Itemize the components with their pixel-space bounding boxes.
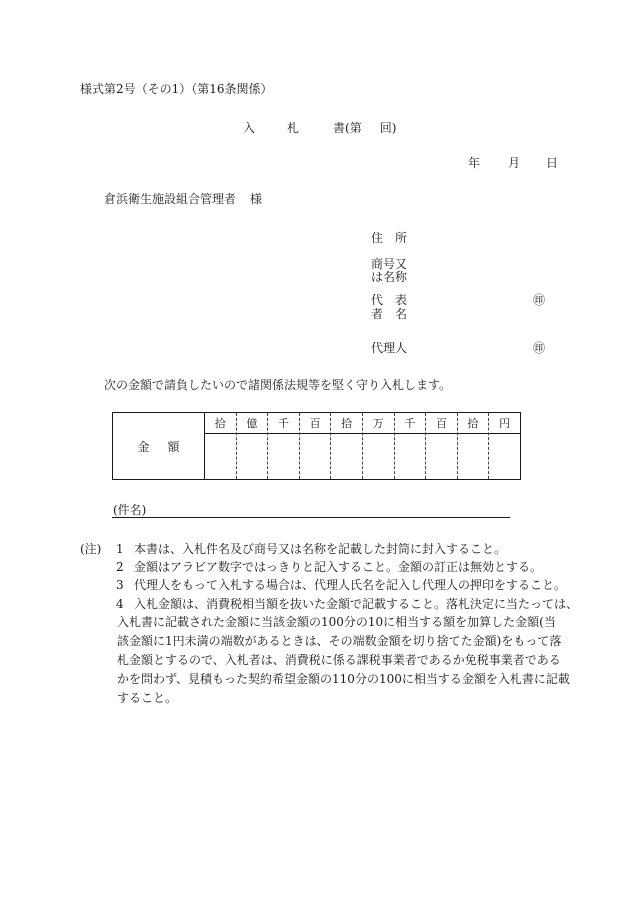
form-number: 様式第2号（その1）（第16条関係） [80, 82, 273, 96]
digit-entry-cell[interactable] [205, 434, 236, 479]
representative-label-line1: 代 表 [371, 293, 408, 307]
digit-column [300, 413, 332, 479]
date-month: 月 [508, 156, 521, 170]
note-continuation-line: すること。 [117, 691, 178, 705]
digit-entry-cell[interactable] [426, 434, 457, 479]
note-number: 3 [116, 578, 124, 592]
digit-column [205, 413, 237, 479]
case-name-label: (件名) [113, 503, 147, 517]
note-continuation-line: かを問わず、見積もった契約希望金額の110分の100に相当する金額を入札書に記載 [117, 672, 570, 686]
digit-column [331, 413, 363, 479]
digit-column [268, 413, 300, 479]
note-text: 入札金額は、消費税相当額を抜いた金額で記載すること。落札決定に当たっては、 [134, 597, 579, 611]
note-continuation-line: 該金額に1円未満の端数があるときは、その端数金額を切り捨てた金額)をもって落 [117, 634, 562, 648]
address-label: 住 所 [371, 231, 408, 245]
bid-statement: 次の金額で請負したいので諸関係法規等を堅く守り入札します。 [104, 378, 452, 392]
representative-seal-mark: ㊞ [533, 293, 546, 307]
amount-table [112, 412, 521, 480]
document-title [243, 121, 396, 135]
digit-unit-label: 百 [426, 413, 457, 434]
digit-column [458, 413, 490, 479]
digit-entry-cell[interactable] [331, 434, 362, 479]
note-text: 本書は、入札件名及び商号又は名称を記載した封筒に封入すること。 [134, 542, 507, 556]
digit-column [489, 413, 520, 479]
trade-name-label-line2: は名称 [371, 270, 408, 284]
date-line [468, 156, 558, 170]
digit-unit-label: 拾 [331, 413, 362, 434]
note-text: 代理人をもって入札する場合は、代理人氏名を記入し代理人の押印をすること。 [134, 578, 567, 592]
digit-column [426, 413, 458, 479]
digit-column [395, 413, 427, 479]
digit-entry-cell[interactable] [300, 434, 331, 479]
digit-unit-label: 円 [489, 413, 520, 434]
title-char-2: 札 [287, 121, 300, 135]
addressee-name: 倉浜衛生施設組合管理者 [104, 192, 237, 206]
note-continuation-line: 札金額とするので、入札者は、消費税に係る課税事業者であるか免税事業者である [117, 653, 561, 667]
amount-label: 金額 [113, 413, 205, 479]
title-char-3: 書(第 [333, 121, 362, 135]
representative-label-line2: 者 名 [371, 307, 408, 321]
case-name-underline[interactable] [112, 517, 510, 518]
digit-unit-label: 千 [395, 413, 426, 434]
note-continuation-line: 入札書に記載された金額に当該金額の100分の10に相当する額を加算した金額(当 [117, 615, 556, 629]
digit-entry-cell[interactable] [458, 434, 489, 479]
digit-unit-label: 拾 [458, 413, 489, 434]
date-day: 日 [546, 156, 559, 170]
digit-entry-cell[interactable] [489, 434, 520, 479]
notes-heading: (注) [80, 542, 102, 556]
digit-unit-label: 万 [363, 413, 394, 434]
note-number: 2 [116, 560, 124, 574]
note-number: 1 [116, 542, 124, 556]
date-year: 年 [468, 156, 481, 170]
digit-unit-label: 億 [237, 413, 268, 434]
title-char-1: 入 [243, 121, 256, 135]
digit-column [363, 413, 395, 479]
title-char-4: 回) [379, 121, 397, 135]
digit-entry-cell[interactable] [363, 434, 394, 479]
note-number: 4 [116, 597, 124, 611]
digit-entry-cell[interactable] [237, 434, 268, 479]
digit-column [237, 413, 269, 479]
digit-unit-label: 拾 [205, 413, 236, 434]
note-text: 金額はアラビア数字ではっきりと記入すること。金額の訂正は無効とする。 [134, 560, 543, 574]
digit-entry-cell[interactable] [395, 434, 426, 479]
addressee-honorific: 様 [250, 192, 263, 206]
digit-unit-label: 百 [300, 413, 331, 434]
agent-label: 代理人 [371, 341, 408, 355]
trade-name-label-line1: 商号又 [371, 257, 408, 271]
amount-digit-columns [205, 413, 520, 479]
agent-seal-mark: ㊞ [533, 341, 546, 355]
digit-unit-label: 千 [268, 413, 299, 434]
digit-entry-cell[interactable] [268, 434, 299, 479]
